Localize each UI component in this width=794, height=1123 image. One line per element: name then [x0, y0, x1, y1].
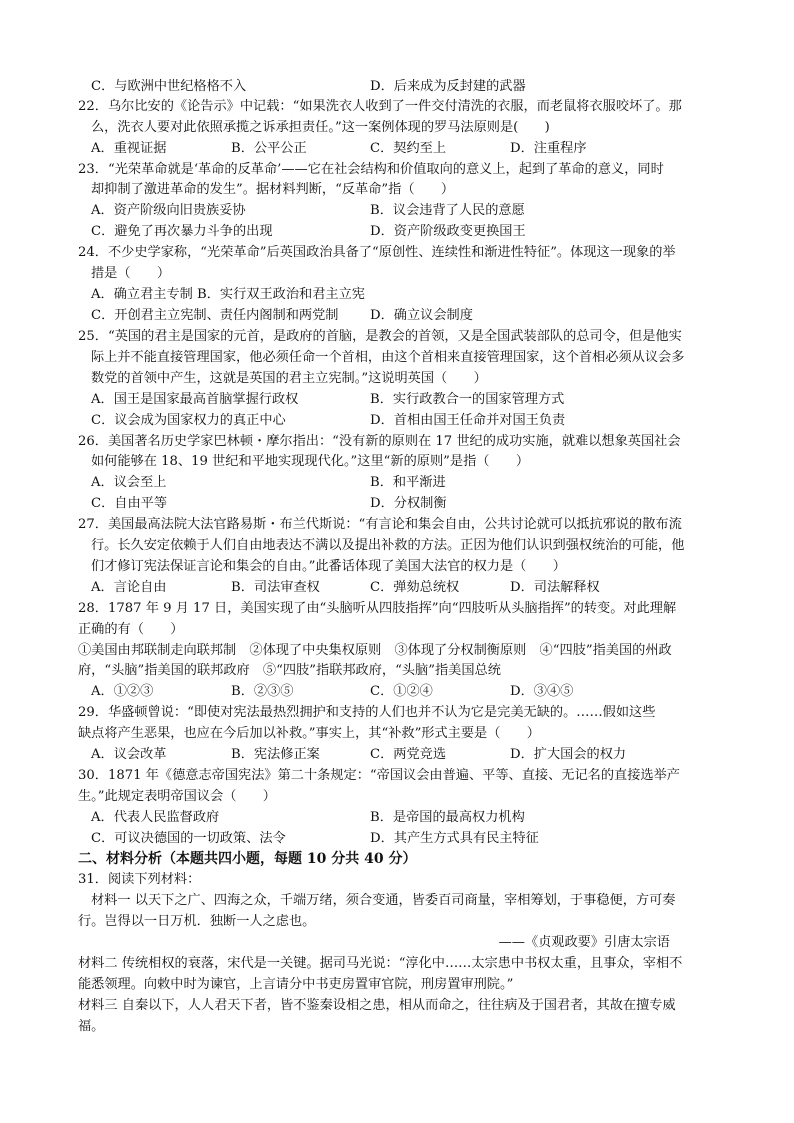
q31-material3-line1: 材料三 自秦以下，人人君天下者，皆不鉴秦设相之患，相从而命之，往往病及于国君者，其故在擅专威 — [78, 998, 676, 1013]
q30-option-a[interactable]: A．代表人民监督政府 — [91, 810, 220, 825]
q23-option-b[interactable]: B．议会违背了人民的意愿 — [370, 203, 525, 218]
q31-material1-line2: 行。岂得以一日万机．独断一人之虑也。 — [78, 914, 316, 929]
q24-options-cd — [91, 306, 473, 326]
q24-option-ab[interactable]: A．确立君主专制 B．实行双王政治和君主立宪 — [91, 287, 365, 302]
q28-option-b[interactable]: B．②③⑤ — [231, 684, 294, 699]
q23-option-a[interactable]: A．资产阶级向旧贵族妥协 — [91, 203, 246, 218]
q24-option-c[interactable]: C．开创君主立宪制、责任内阁制和两党制 — [91, 308, 339, 323]
q28-stem-line2: 正确的有（ ） — [78, 622, 184, 637]
q25-stem-line2: 际上并不能直接管理国家，他必须任命一个首相，由这个首相来直接管理国家，这个首相必须从议会多 — [91, 350, 685, 365]
q28-option-d[interactable]: D．③④⑤ — [510, 684, 574, 699]
q24-stem-line2: 措是（ ） — [91, 266, 171, 281]
q29-option-a[interactable]: A．议会改革 — [91, 747, 167, 762]
q26-stem-line2: 如何能够在 18、19 世纪和平地实现现代化。”这里“新的原则”是指（ ） — [91, 454, 530, 469]
q27-stem-line1: 27．美国最高法院大法官路易斯・布兰代斯说：“有言论和集会自由，公共讨论就可以抵抗邪说的散布流 — [78, 517, 682, 532]
q30-options-cd — [91, 829, 539, 849]
q23-options-cd — [91, 222, 526, 242]
q31-intro: 31．阅读下列材料： — [78, 872, 201, 887]
q29-option-b[interactable]: B．宪法修正案 — [231, 747, 320, 762]
q26-option-c[interactable]: C．自由平等 — [91, 496, 168, 511]
q23-stem-line1: 23．“光荣革命就是‘革命的反革命’——它在社会结构和价值取向的意义上，起到了革命的意义，同时 — [78, 162, 664, 177]
q28-option-a[interactable]: A．①②③ — [91, 684, 154, 699]
q25-option-d[interactable]: D．首相由国王任命并对国王负责 — [370, 413, 566, 428]
q28-stem-line1: 28．1787 年 9 月 17 日，美国实现了由“头脑听从四肢指挥”向“四肢听从头脑指挥”的转变。对此理解 — [78, 601, 677, 616]
q21-option-d[interactable]: D．后来成为反封建的武器 — [370, 79, 526, 94]
q22-option-b[interactable]: B．公平公正 — [231, 141, 307, 156]
q27-option-a[interactable]: A．言论自由 — [91, 580, 167, 595]
q31-material1-line1: 材料一 以天下之广、四海之众，千端万绪，须合变通，皆委百司商量，宰相筹划，于事稳便，方可奏 — [91, 893, 676, 908]
q26-options-cd — [91, 494, 447, 514]
q27-stem-line3: 们才修订宪法保证言论和集会的自由。”此番话体现了美国大法官的权力是（ ） — [91, 559, 566, 574]
q25-options-ab — [91, 390, 565, 410]
q26-option-b[interactable]: B．和平渐进 — [370, 475, 446, 490]
q25-stem-line1: 25．“英国的君主是国家的元首，是政府的首脑，是教会的首领，又是全国武装部队的总司令，但是他实 — [78, 329, 682, 344]
q25-option-b[interactable]: B．实行政教合一的国家管理方式 — [370, 392, 565, 407]
q21-option-c[interactable]: C．与欧洲中世纪格格不入 — [91, 79, 247, 94]
q24-option-d[interactable]: D．确立议会制度 — [370, 308, 473, 323]
section-2-heading: 二、材料分析（本题共四小题，每题 10 分共 40 分） — [78, 851, 417, 867]
q27-option-c[interactable]: C．弹劾总统权 — [370, 580, 460, 595]
q25-options-cd — [91, 411, 566, 431]
q31-material2-line1: 材料二 传统相权的衰落，宋代是一关键。据司马光说：“淳化中……太宗患中书权太重，且事众，宰相不 — [78, 956, 683, 971]
q22-stem-line1: 22．乌尔比安的《论告示》中记载：“如果洗衣人收到了一件交付清洗的衣服，而老鼠将衣服咬坏了。那 — [78, 99, 682, 114]
q28-options — [91, 682, 574, 702]
q29-option-d[interactable]: D．扩大国会的权力 — [510, 747, 627, 762]
q22-stem-line2: 么，洗衣人要对此依照承揽之诉承担责任。”这一案例体现的罗马法原则是( ) — [91, 120, 550, 135]
q27-stem-line2: 行。长久安定依赖于人们自由地表达不满以及提出补救的方法。正因为他们认识到强权统治的可能，他 — [91, 538, 685, 553]
q30-option-c[interactable]: C．可议决德国的一切政策、法令 — [91, 831, 286, 846]
q23-stem-line2: 却抑制了激进革命的发生”。据材料判断，“反革命”指（ ） — [91, 182, 455, 197]
q31-material3-line2: 福。 — [78, 1019, 105, 1034]
q26-stem-line1: 26．美国著名历史学家巴林顿・摩尔指出：“没有新的原则在 17 世纪的成功实施，就难以想象英国社会 — [78, 434, 681, 449]
q31-material2-line2: 能悉领理。向敕中时为谏官，上言请分中书吏房置审官院，刑房置审刑院。” — [78, 977, 514, 992]
q30-option-b[interactable]: B．是帝国的最高权力机构 — [370, 810, 525, 825]
q23-option-c[interactable]: C．避免了再次暴力斗争的出现 — [91, 224, 273, 239]
q29-options — [91, 745, 627, 765]
q30-options-ab — [91, 808, 525, 828]
q30-option-d[interactable]: D．其产生方式具有民主特征 — [370, 831, 539, 846]
q26-option-d[interactable]: D．分权制衡 — [370, 496, 447, 511]
q25-option-c[interactable]: C．议会成为国家权力的真正中心 — [91, 413, 286, 428]
q22-option-d[interactable]: D．注重程序 — [510, 141, 587, 156]
q29-stem-line2: 缺点将产生恶果，也应在今后加以补救。”事实上，其“补救”形式主要是（ ） — [78, 726, 540, 741]
q26-option-a[interactable]: A．议会至上 — [91, 475, 167, 490]
q23-option-d[interactable]: D．资产阶级政变更换国王 — [370, 224, 526, 239]
q30-stem-line1: 30．1871 年《德意志帝国宪法》第二十条规定：“帝国议会由普遍、平等、直接、无记名的直接选举产 — [78, 768, 680, 783]
q24-stem-line1: 24．不少史学家称，“光荣革命”后英国政治具备了“原创性、连续性和渐进性特征”。体现这一现象的举 — [78, 245, 676, 260]
q31-material1-source: ——《贞观政要》引唐太宗语 — [498, 935, 670, 950]
q27-option-d[interactable]: D．司法解释权 — [510, 580, 600, 595]
q29-option-c[interactable]: C．两党竞选 — [370, 747, 447, 762]
q29-stem-line1: 29．华盛顿曾说：“即使对宪法最热烈拥护和支持的人们也并不认为它是完美无缺的。……假如这些 — [78, 705, 656, 720]
q27-options — [91, 578, 600, 598]
q27-option-b[interactable]: B．司法审查权 — [231, 580, 320, 595]
q22-option-a[interactable]: A．重视证据 — [91, 141, 167, 156]
q25-option-a[interactable]: A．国王是国家最高首脑掌握行政权 — [91, 392, 299, 407]
q30-stem-line2: 生。”此规定表明帝国议会（ ） — [78, 789, 276, 804]
q25-stem-line3: 数党的首领中产生，这就是英国的君主立宪制。”这说明英国（ ） — [91, 371, 487, 386]
q28-items-line1: ①美国由邦联制走向联邦制 ②体现了中央集权原则 ③体现了分权制衡原则 ④“四肢”指美国的州政 — [78, 643, 672, 658]
q21-options-cd — [91, 77, 526, 97]
q28-items-line2: 府，“头脑”指美国的联邦政府 ⑤“四肢”指联邦政府，“头脑”指美国总统 — [78, 663, 501, 678]
q26-options-ab — [91, 473, 446, 493]
q28-option-c[interactable]: C．①②④ — [370, 684, 433, 699]
q22-options — [91, 139, 587, 159]
q23-options-ab — [91, 201, 525, 221]
q22-option-c[interactable]: C．契约至上 — [370, 141, 447, 156]
